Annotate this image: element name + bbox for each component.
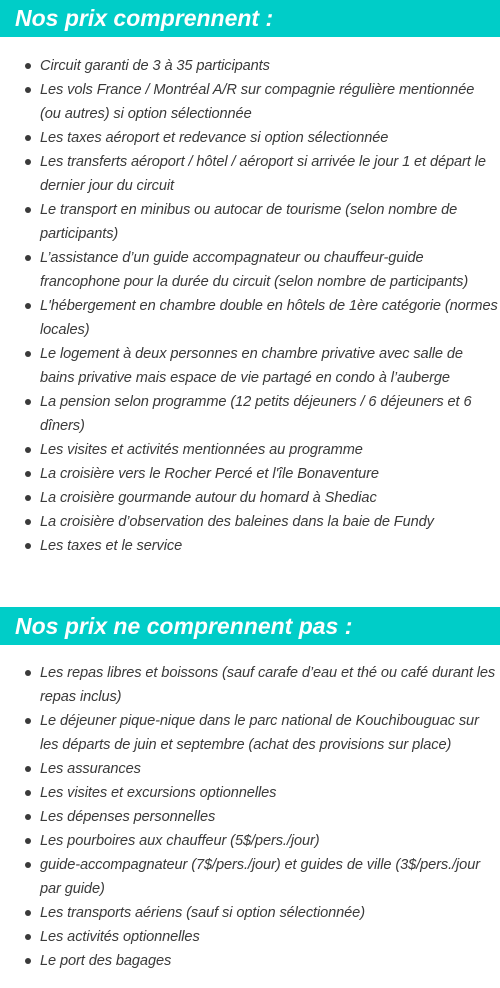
included-list-item: [0, 534, 500, 558]
bullet-icon: [25, 135, 31, 141]
included-list-item: [0, 390, 500, 438]
included-item-text: Les visites et activités mentionnées au programme: [40, 442, 363, 458]
included-item-text: La croisière vers le Rocher Percé et l'île Bonaventure: [40, 466, 379, 482]
included-list-item: [0, 198, 500, 246]
included-item-text: Les vols France / Montréal A/R sur compagnie régulière mentionnée (ou autres) si option sélectionnée: [40, 82, 475, 122]
excluded-list: [0, 661, 500, 973]
bullet-icon: [25, 87, 31, 93]
excluded-item-text: Les repas libres et boissons (sauf carafe d’eau et thé ou café durant les repas inclus): [40, 665, 496, 705]
bullet-icon: [25, 519, 31, 525]
included-list: [0, 54, 500, 558]
bullet-icon: [25, 351, 31, 357]
excluded-section-title: Nos prix ne comprennent pas :: [0, 607, 500, 645]
excluded-list-item: [0, 805, 500, 829]
bullet-icon: [25, 159, 31, 165]
included-item-text: La pension selon programme (12 petits déjeuners / 6 déjeuners et 6 dîners): [40, 394, 472, 434]
excluded-list-item: [0, 661, 500, 709]
included-list-item: [0, 78, 500, 126]
excluded-list-item: [0, 709, 500, 757]
bullet-icon: [25, 766, 31, 772]
excluded-list-item: [0, 925, 500, 949]
bullet-icon: [25, 399, 31, 405]
excluded-list-item: [0, 829, 500, 853]
excluded-item-text: Les dépenses personnelles: [40, 809, 216, 825]
included-item-text: Circuit garanti de 3 à 35 participants: [40, 58, 270, 74]
included-list-item: [0, 510, 500, 534]
excluded-item-text: Les transports aériens (sauf si option sélectionnée): [40, 905, 365, 921]
included-list-item: [0, 486, 500, 510]
included-item-text: L'hébergement en chambre double en hôtels de 1ère catégorie (normes locales): [40, 298, 498, 338]
bullet-icon: [25, 814, 31, 820]
included-list-item: [0, 342, 500, 390]
excluded-list-item: [0, 757, 500, 781]
bullet-icon: [25, 447, 31, 453]
excluded-item-text: Les visites et excursions optionnelles: [40, 785, 277, 801]
included-item-text: La croisière gourmande autour du homard à Shediac: [40, 490, 377, 506]
excluded-list-item: [0, 781, 500, 805]
excluded-item-text: Les pourboires aux chauffeur (5$/pers./jour): [40, 833, 320, 849]
included-list-item: [0, 150, 500, 198]
excluded-list-item: [0, 949, 500, 973]
bullet-icon: [25, 255, 31, 261]
excluded-item-text: guide-accompagnateur (7$/pers./jour) et guides de ville (3$/pers./jour par guide): [40, 857, 480, 897]
excluded-item-text: Le port des bagages: [40, 953, 172, 969]
excluded-list-item: [0, 901, 500, 925]
included-list-item: [0, 462, 500, 486]
excluded-item-text: Le déjeuner pique-nique dans le parc national de Kouchibouguac sur les départs de juin et septembre (achat des provisions sur place): [40, 713, 479, 753]
included-list-item: [0, 246, 500, 294]
included-item-text: Les taxes aéroport et redevance si option sélectionnée: [40, 130, 389, 146]
bullet-icon: [25, 790, 31, 796]
included-item-text: L’assistance d’un guide accompagnateur ou chauffeur-guide francophone pour la durée du circuit (selon nombre de participants): [40, 250, 469, 290]
included-item-text: Les taxes et le service: [40, 538, 183, 554]
included-item-text: La croisière d’observation des baleines dans la baie de Fundy: [40, 514, 434, 530]
included-list-item: [0, 126, 500, 150]
included-section-title: Nos prix comprennent :: [0, 0, 500, 37]
bullet-icon: [25, 303, 31, 309]
bullet-icon: [25, 207, 31, 213]
included-item-text: Le transport en minibus ou autocar de tourisme (selon nombre de participants): [40, 202, 458, 242]
bullet-icon: [25, 471, 31, 477]
bullet-icon: [25, 934, 31, 940]
excluded-item-text: Les assurances: [40, 761, 141, 777]
excluded-item-text: Les activités optionnelles: [40, 929, 200, 945]
bullet-icon: [25, 63, 31, 69]
bullet-icon: [25, 718, 31, 724]
excluded-list-item: [0, 853, 500, 901]
bullet-icon: [25, 495, 31, 501]
included-list-item: [0, 438, 500, 462]
included-item-text: Le logement à deux personnes en chambre privative avec salle de bains privative mais espace de vie partagé en condo à l’auberge: [40, 346, 463, 386]
bullet-icon: [25, 862, 31, 868]
included-item-text: Les transferts aéroport / hôtel / aéroport si arrivée le jour 1 et départ le dernier jour du circuit: [40, 154, 486, 194]
included-list-item: [0, 54, 500, 78]
bullet-icon: [25, 958, 31, 964]
bullet-icon: [25, 543, 31, 549]
bullet-icon: [25, 670, 31, 676]
bullet-icon: [25, 838, 31, 844]
bullet-icon: [25, 910, 31, 916]
included-list-item: [0, 294, 500, 342]
